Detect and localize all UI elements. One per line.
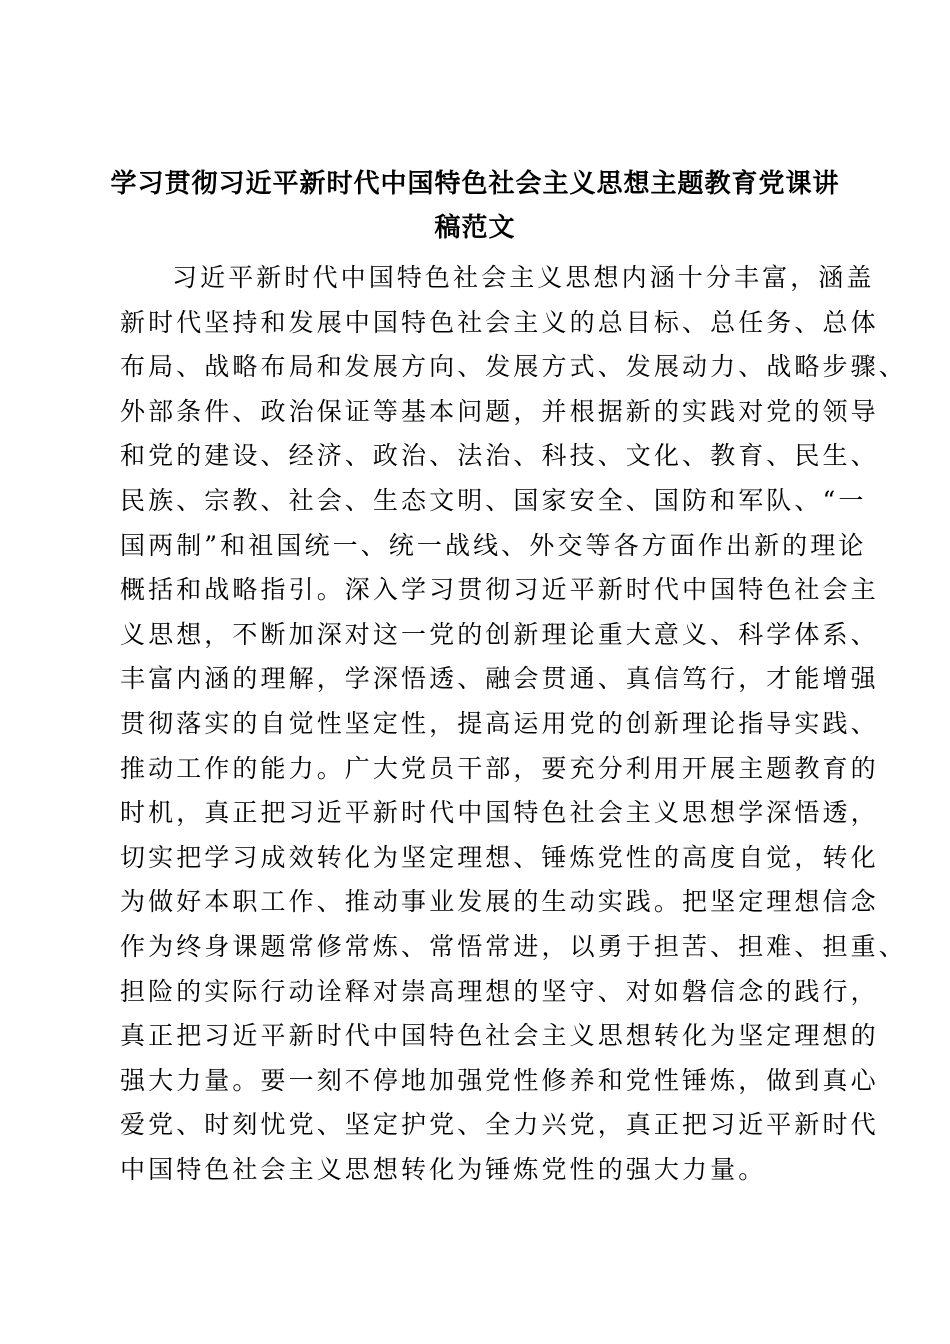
paragraph-line: 为做好本职工作、推动事业发展的生动实践。把坚定理想信念 (120, 887, 879, 917)
paragraph-line: 习近平新时代中国特色社会主义思想内涵十分丰富，涵盖 (172, 263, 875, 292)
paragraph-line: 真正把习近平新时代中国特色社会主义思想转化为坚定理想的 (120, 1021, 879, 1051)
paragraph-line: 和党的建设、经济、政治、法治、科技、文化、教育、民生、 (120, 441, 879, 471)
paragraph-line: 贯彻落实的自觉性坚定性，提高运用党的创新理论指导实践、 (120, 708, 879, 738)
document-title-line-2: 稿范文 (434, 213, 516, 243)
document-title-line-1: 学习贯彻习近平新时代中国特色社会主义思想主题教育党课讲 (110, 169, 840, 199)
paragraph-line: 中国特色社会主义思想转化为锤炼党性的强大力量。 (120, 1154, 767, 1184)
paragraph-line: 切实把学习成效转化为坚定理想、锤炼党性的高度自觉，转化 (120, 842, 879, 872)
paragraph-line: 概括和战略指引。深入学习贯彻习近平新时代中国特色社会主 (120, 575, 879, 605)
paragraph-line: 国两制”和祖国统一、统一战线、外交等各方面作出新的理论 (120, 530, 867, 560)
paragraph-line: 推动工作的能力。广大党员干部，要充分利用开展主题教育的 (120, 753, 879, 783)
paragraph-line: 时机，真正把习近平新时代中国特色社会主义思想学深悟透， (120, 798, 879, 828)
body-paragraph (120, 256, 907, 1192)
paragraph-line: 担险的实际行动诠释对崇高理想的坚守、对如磐信念的践行， (120, 976, 879, 1006)
paragraph-line: 布局、战略布局和发展方向、发展方式、发展动力、战略步骤、 (120, 352, 907, 382)
paragraph-line: 新时代坚持和发展中国特色社会主义的总目标、总任务、总体 (120, 307, 879, 337)
paragraph-line: 丰富内涵的理解，学深悟透、融会贯通、真信笃行，才能增强 (120, 664, 879, 694)
paragraph-line: 强大力量。要一刻不停地加强党性修养和党性锤炼，做到真心 (120, 1065, 879, 1095)
paragraph-line: 作为终身课题常修常炼、常悟常进，以勇于担苦、担难、担重、 (120, 931, 907, 961)
paragraph-line: 外部条件、政治保证等基本问题，并根据新的实践对党的领导 (120, 396, 879, 426)
paragraph-line: 义思想，不断加深对这一党的创新理论重大意义、科学体系、 (120, 619, 879, 649)
paragraph-line: 爱党、时刻忧党、坚定护党、全力兴党，真正把习近平新时代 (120, 1110, 879, 1140)
paragraph-line: 民族、宗教、社会、生态文明、国家安全、国防和军队、“一 (120, 485, 867, 515)
